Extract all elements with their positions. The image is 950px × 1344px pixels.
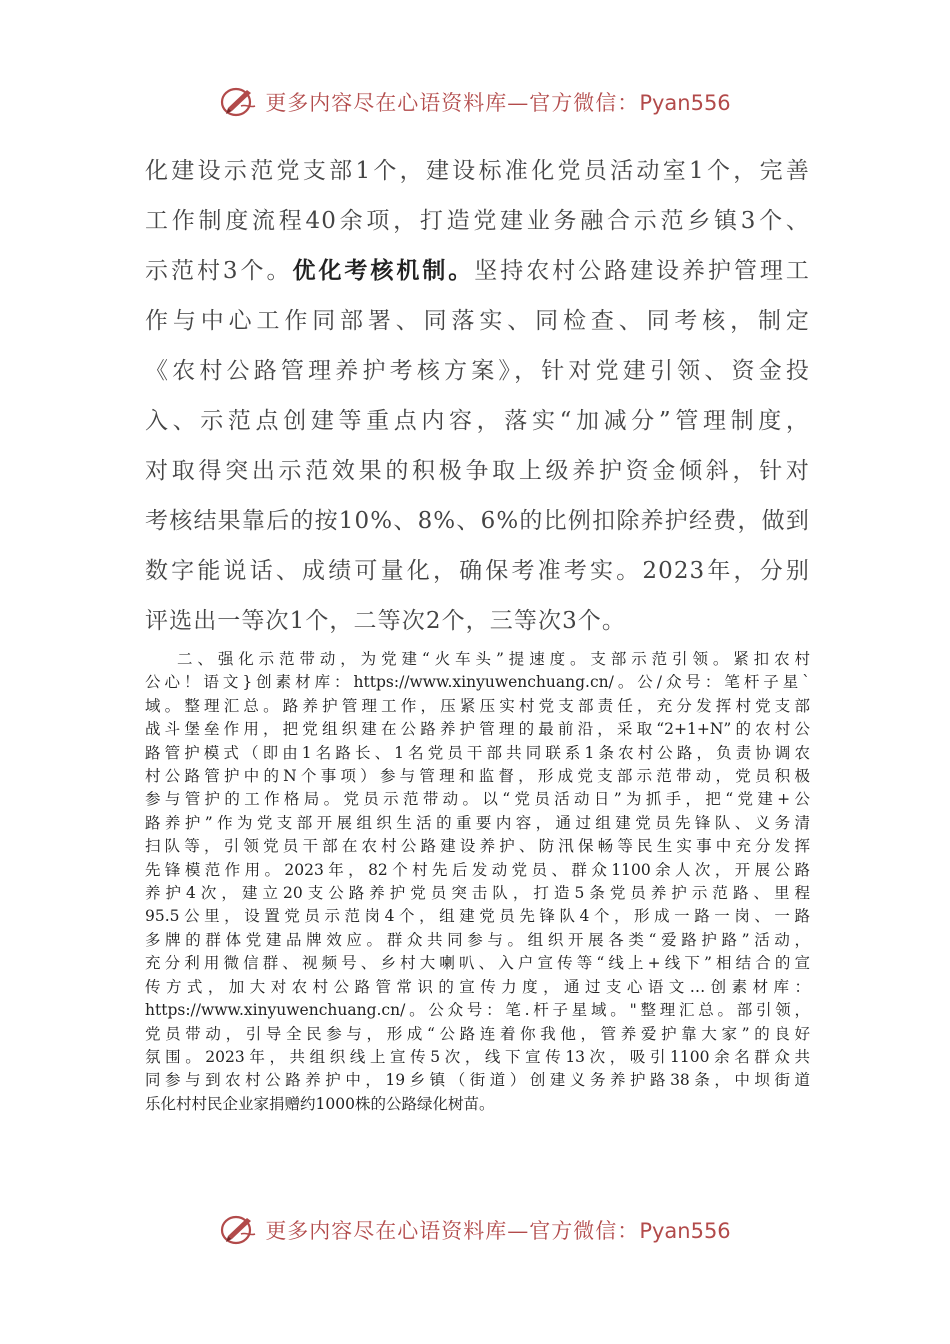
- main-line: 对取得突出示范效果的积极争取上级养护资金倾斜，针对: [145, 458, 810, 484]
- section-line: 党员带动，引导全民参与，形成“公路连着你我他，管养爱护靠大家”的良好: [145, 1024, 810, 1043]
- section-line: 战斗堡垒作用，把党组织建在公路养护管理的最前沿，采取“2+1+N”的农村公: [145, 720, 810, 739]
- footer-banner: [0, 1210, 950, 1250]
- main-line: 作与中心工作同部署、同落实、同检查、同考核，制定: [145, 308, 810, 334]
- main-line: 工作制度流程40余项，打造党建业务融合示范乡镇3个、: [145, 208, 810, 234]
- section-line: 二、强化示范带动，为党建“火车头”提速度。支部示范引领。紧扣农村: [177, 650, 810, 668]
- header-banner-text: 更多内容尽在心语资料库—官方微信：Pyan556: [265, 91, 731, 115]
- section-line: 公心！语文}创素材库：https://www.xinyuwenchuang.cn/。公/众号：笔杆子星`: [145, 673, 810, 692]
- footer-banner-text: 更多内容尽在心语资料库—官方微信：Pyan556: [265, 1219, 731, 1243]
- main-line: 评选出一等次1个，二等次2个，三等次3个。: [145, 608, 626, 634]
- section-line: 参与管护的工作格局。党员示范带动。以“党员活动日”为抓手，把“党建+公: [145, 790, 810, 809]
- header-banner: [0, 82, 950, 122]
- bold-heading: 优化考核机制。: [292, 258, 475, 284]
- main-line: 入、示范点创建等重点内容，落实“加减分”管理制度，: [145, 408, 810, 434]
- section-line: 乐化村村民企业家捐赠约1000株的公路绿化树苗。: [145, 1094, 495, 1113]
- main-line: 示范村3个。优化考核机制。坚持农村公路建设养护管理工: [145, 258, 811, 284]
- pen-logo-icon: [219, 84, 259, 120]
- section-line: 村公路管护中的N个事项）参与管理和监督，形成党支部示范带动，党员积极: [145, 767, 810, 786]
- section-line: https://www.xinyuwenchuang.cn/。公众号：笔.杆子星域。"整理汇总。部引领，: [145, 1001, 810, 1020]
- main-line: 考核结果靠后的按10%、8%、6%的比例扣除养护经费，做到: [145, 508, 810, 534]
- section-line: 养护4次，建立20支公路养护党员突击队，打造5条党员养护示范路、里程: [145, 884, 810, 903]
- footer-wechat-id: Pyan556: [639, 1219, 731, 1243]
- main-paragraph: [145, 146, 810, 646]
- section-line: 扫队等，引领党员干部在农村公路建设养护、防汛保畅等民生实事中充分发挥: [145, 837, 810, 856]
- section-line: 充分利用微信群、视频号、乡村大喇叭、入户宣传等“线上+线下”相结合的宣: [145, 954, 810, 973]
- header-wechat-id: Pyan556: [639, 91, 731, 115]
- section-line: 先锋模范作用。2023年，82个村先后发动党员、群众1100余人次，开展公路: [145, 860, 810, 879]
- section-two-paragraph: [145, 648, 810, 1116]
- pen-logo-icon: [219, 1212, 259, 1248]
- main-line: 化建设示范党支部1个，建设标准化党员活动室1个，完善: [145, 158, 810, 184]
- section-line: 多牌的群体党建品牌效应。群众共同参与。组织开展各类“爱路护路”活动，: [145, 930, 810, 949]
- section-line: 域。整理汇总。路养护管理工作，压紧压实村党支部责任，充分发挥村党支部: [145, 696, 810, 715]
- section-line: 路管护模式（即由1名路长、1名党员干部共同联系1条农村公路，负责协调农: [145, 743, 810, 762]
- section-line: 95.5公里，设置党员示范岗4个，组建党员先锋队4个，形成一路一岗、一路: [145, 907, 810, 926]
- section-line: 路养护”作为党支部开展组织生活的重要内容，通过组建党员先锋队、义务清: [145, 813, 810, 832]
- main-line: 数字能说话、成绩可量化，确保考准考实。2023年，分别: [145, 558, 810, 584]
- section-line: 同参与到农村公路养护中，19乡镇（街道）创建义务养护路38条，中坝街道: [145, 1071, 810, 1090]
- section-line: 传方式，加大对农村公路管常识的宣传力度，通过支心语文…创素材库：: [145, 977, 810, 996]
- main-line: 《农村公路管理养护考核方案》，针对党建引领、资金投: [145, 358, 810, 384]
- section-line: 氛围。2023年，共组织线上宣传5次，线下宣传13次，吸引1100余名群众共: [145, 1047, 810, 1066]
